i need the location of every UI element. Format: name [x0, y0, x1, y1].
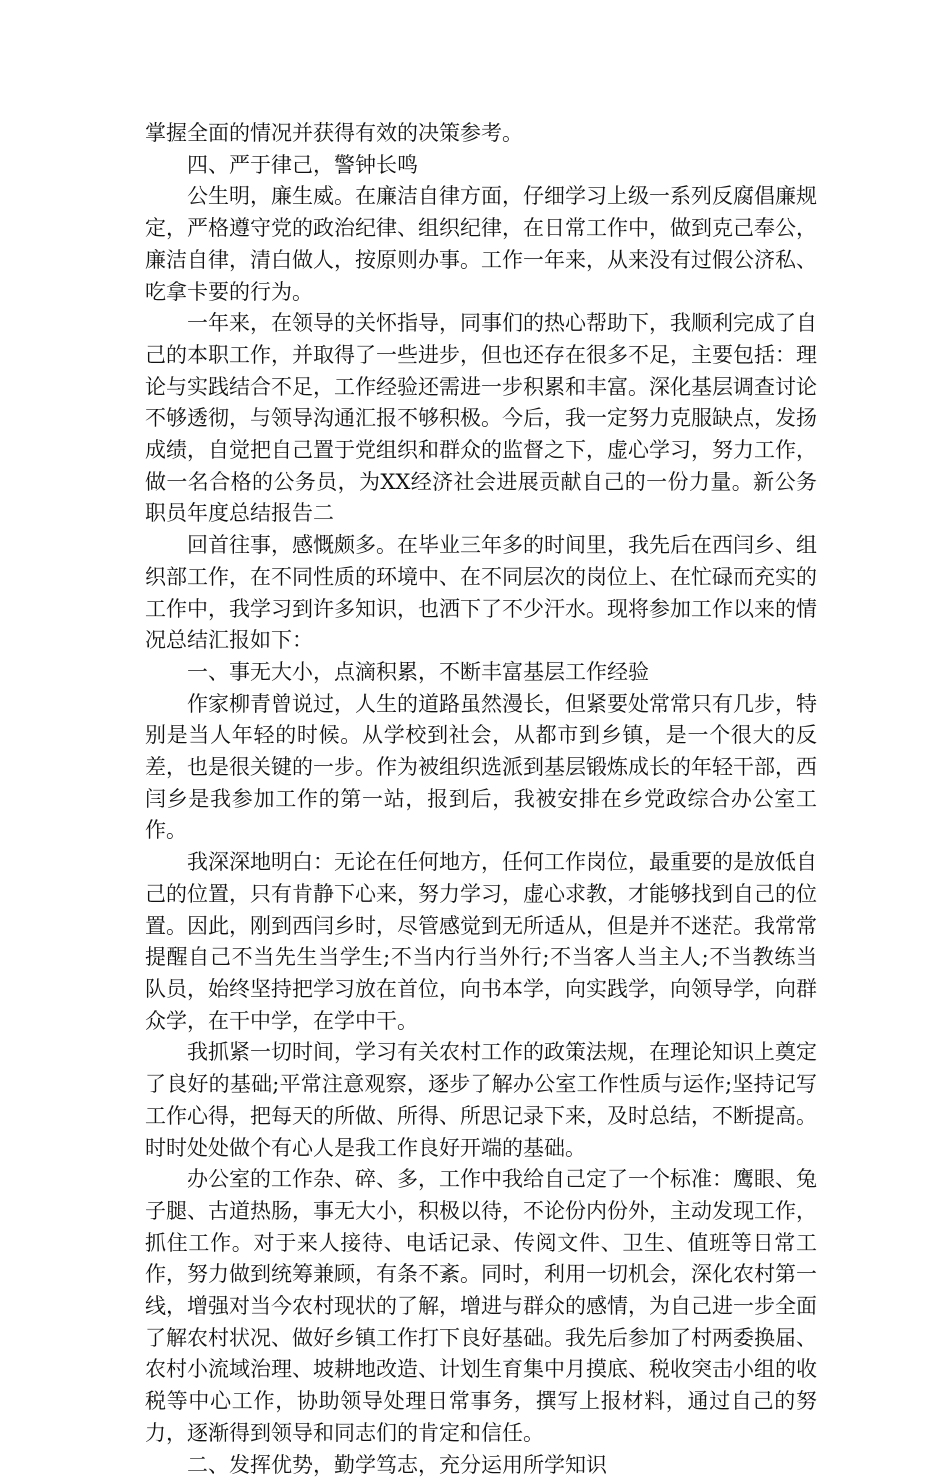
paragraph-year-summary: 一年来，在领导的关怀指导，同事们的热心帮助下，我顺利完成了自己的本职工作，并取得了一些进步，但也还存在很多不足，主要包括：理论与实践结合不足，工作经验还需进一步积累和丰富。深化基层调查讨论不够透彻，与领导沟通汇报不够积极。今后，我一定努力克服缺点，发扬成绩，自觉把自己置于党组织和群众的监督之下，虚心学习，努力工作，做一名合格的公务员，为XX经济社会进展贡献自己的一份力量。新公务职员年度总结报告二: [145, 311, 817, 526]
document-page: [145, 118, 817, 1481]
paragraph-retrospective: 回首往事，感慨颇多。在毕业三年多的时间里，我先后在西闫乡、组织部工作，在不同性质的环境中、在不同层次的岗位上、在忙碌而充实的工作中，我学习到许多知识，也洒下了不少汗水。现将参加工作以来的情况总结汇报如下：: [145, 533, 817, 653]
paragraph-continuation: 掌握全面的情况并获得有效的决策参考。: [145, 121, 523, 145]
section-heading-four: 四、严于律己，警钟长鸣: [187, 152, 418, 177]
paragraph-liu-qing: 作家柳青曾说过，人生的道路虽然漫长，但紧要处常常只有几步，特别是当人年轻的时候。从学校到社会，从都市到乡镇，是一个很大的反差，也是很关键的一步。作为被组织选派到基层锻炼成长的年轻干部，西闫乡是我参加工作的第一站，报到后，我被安排在乡党政综合办公室工作。: [145, 691, 817, 843]
paragraph-study: 我抓紧一切时间，学习有关农村工作的政策法规，在理论知识上奠定了良好的基础;平常注意观察，逐步了解办公室工作性质与运作;坚持记写工作心得，把每天的所做、所得、所思记录下来，及时总结，不断提高。时时处处做个有心人是我工作良好开端的基础。: [145, 1040, 817, 1160]
section-heading-two: 二、发挥优势，勤学笃志，充分运用所学知识: [187, 1452, 607, 1477]
paragraph-office-work: 办公室的工作杂、碎、多，工作中我给自己定了一个标准：鹰眼、兔子腿、古道热肠，事无大小，积极以待，不论份内份外，主动发现工作，抓住工作。对于来人接待、电话记录、传阅文件、卫生、值班等日常工作，努力做到统筹兼顾，有条不紊。同时，利用一切机会，深化农村第一线，增强对当今农村现状的了解，增进与群众的感情，为自己进一步全面了解农村状况、做好乡镇工作打下良好基础。我先后参加了村两委换届、农村小流域治理、坡耕地改造、计划生育集中月摸底、税收突击小组的收税等中心工作，协助领导处理日常事务，撰写上报材料，通过自己的努力，逐渐得到领导和同志们的肯定和信任。: [145, 1167, 817, 1445]
paragraph-position: 我深深地明白：无论在任何地方，任何工作岗位，最重要的是放低自己的位置，只有肯静下心来，努力学习，虚心求教，才能够找到自己的位置。因此，刚到西闫乡时，尽管感觉到无所适从，但是并不迷茫。我常常提醒自己不当先生当学生;不当内行当外行;不当客人当主人;不当教练当队员，始终坚持把学习放在首位，向书本学，向实践学，向领导学，向群众学，在干中学，在学中干。: [145, 850, 817, 1033]
paragraph-integrity: 公生明，廉生威。在廉洁自律方面，仔细学习上级一系列反腐倡廉规定，严格遵守党的政治纪律、组织纪律，在日常工作中，做到克己奉公，廉洁自律，清白做人，按原则办事。工作一年来，从来没有过假公济私、吃拿卡要的行为。: [145, 184, 817, 304]
section-heading-one: 一、事无大小，点滴积累，不断丰富基层工作经验: [187, 659, 649, 684]
